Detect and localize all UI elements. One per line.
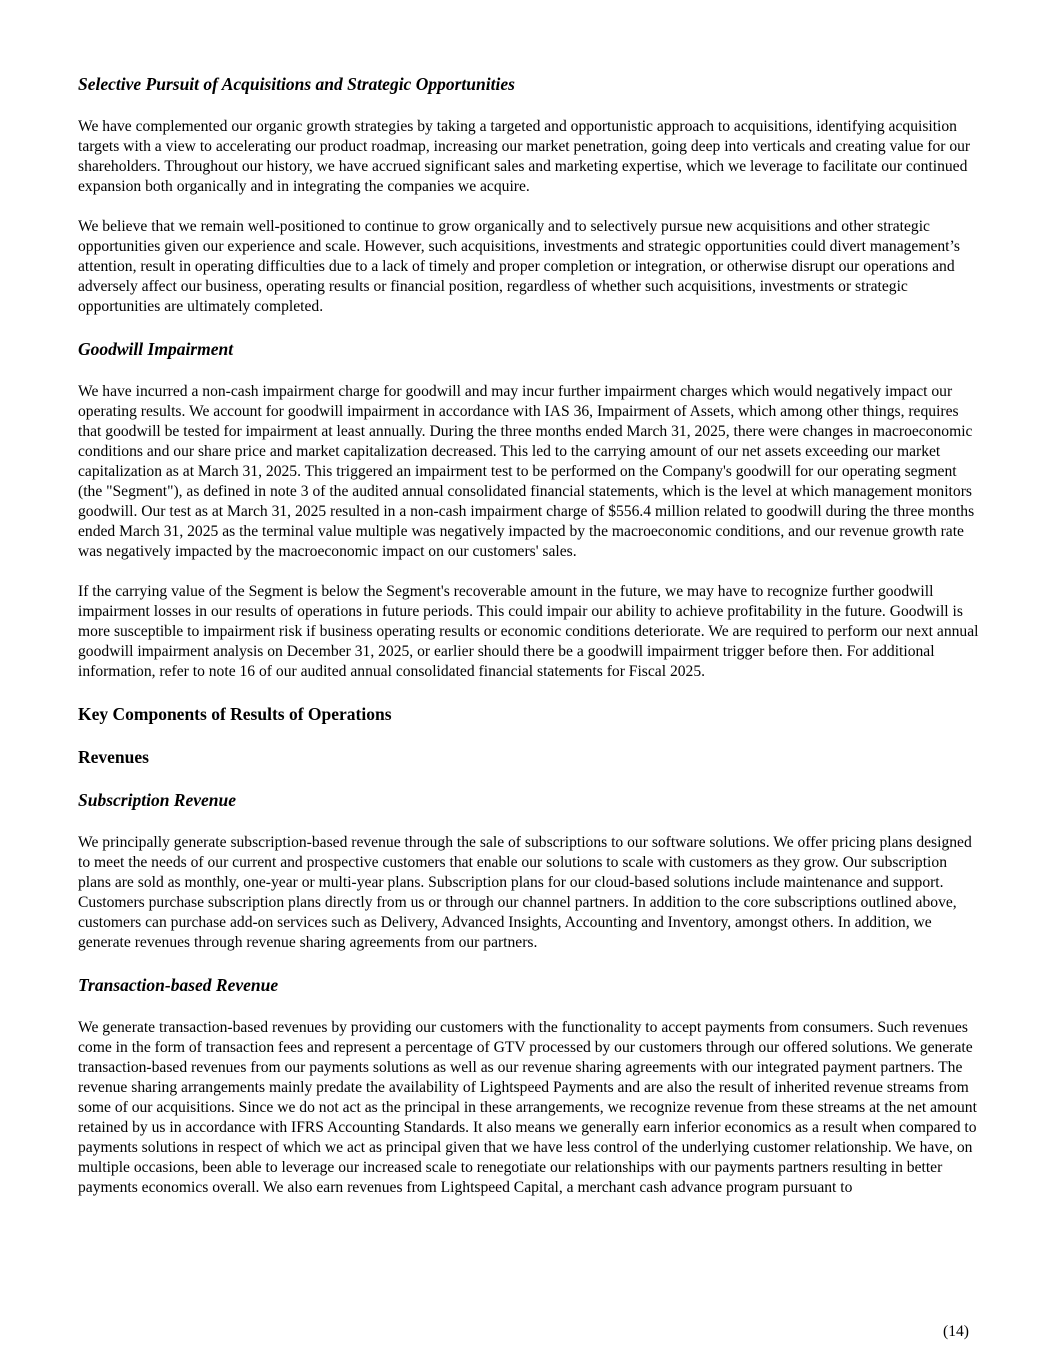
subscription-revenue-heading: Subscription Revenue [78, 790, 237, 810]
paragraph-transaction: We generate transaction-based revenues by providing our customers with the functionality to accept payments from consumers. Such revenues come in the form of transaction fees and represent a percentage of GTV processed by our customers through our offered solutions. We generate transaction-based revenues from our payments solutions as well as our revenue sharing agreements with our integrated payment partners. The revenue sharing arrangements mainly predate the availability of Lightspeed Payments and are also the result of inherited revenue streams from some of our acquisitions. Since we do not act as the principal in these arrangements, we recognize revenue from these streams at the net amount retained by us in accordance with IFRS Accounting Standards. It also means we generally earn inferior economics as a result when compared to payments solutions in respect of which we act as principal given that we have less control of the underlying customer relationship. We have, on multiple occasions, been able to leverage our increased scale to renegotiate our relationships with our payments partners resulting in better payments economics overall. We also earn revenues from Lightspeed Capital, a merchant cash advance program pursuant to [78, 1019, 977, 1196]
page-number: (14) [943, 1323, 969, 1340]
revenues-heading: Revenues [78, 747, 149, 767]
transaction-revenue-heading: Transaction-based Revenue [78, 975, 279, 995]
paragraph-acquisitions-1: We have complemented our organic growth strategies by taking a targeted and opportunistic approach to acquisitions, identifying acquisition targets with a view to accelerating our product roadmap, increasing our market penetration, going deep into verticals and creating value for our shareholders. Throughout our history, we have accrued significant sales and marketing expertise, which we leverage to facilitate our continued expansion both organically and in integrating the companies we acquire. [78, 118, 971, 195]
paragraph-acquisitions-2: We believe that we remain well-positioned to continue to grow organically and to selectively pursue new acquisitions and other strategic opportunities given our experience and scale. However, such acquisitions, investments and strategic opportunities could divert management’s attention, result in operating difficulties due to a lack of timely and proper completion or integration, or otherwise disrupt our operations and adversely affect our business, operating results or financial position, regardless of whether such acquisitions, investments or strategic opportunities are ultimately completed. [78, 218, 960, 315]
paragraph-goodwill-2: If the carrying value of the Segment is below the Segment's recoverable amount in the future, we may have to recognize further goodwill impairment losses in our results of operations in future periods. This could impair our ability to achieve profitability in the future. Goodwill is more susceptible to impairment risk if business operating results or economic conditions deteriorate. We are required to perform our next annual goodwill impairment analysis on December 31, 2025, or earlier should there be a goodwill impairment trigger before then. For additional information, refer to note 16 of our audited annual consolidated financial statements for Fiscal 2025. [78, 583, 979, 680]
paragraph-goodwill-1: We have incurred a non-cash impairment charge for goodwill and may incur further impairment charges which would negatively impact our operating results. We account for goodwill impairment in accordance with IAS 36, Impairment of Assets, which among other things, requires that goodwill be tested for impairment at least annually. During the three months ended March 31, 2025, there were changes in macroeconomic conditions and our share price and market capitalization decreased. This led to the carrying amount of our net assets exceeding our market capitalization as at March 31, 2025. This triggered an impairment test to be performed on the Company's goodwill for our operating segment (the "Segment"), as defined in note 3 of the audited annual consolidated financial statements, which is the level at which management monitors goodwill. Our test as at March 31, 2025 resulted in a non-cash impairment charge of $556.4 million related to goodwill during the three months ended March 31, 2025 as the terminal value multiple was negatively impacted by the macroeconomic conditions, and our revenue growth rate was negatively impacted by the macroeconomic impact on our customers' sales. [78, 383, 975, 560]
paragraph-subscription: We principally generate subscription-based revenue through the sale of subscriptions to our software solutions. We offer pricing plans designed to meet the needs of our current and prospective customers that enable our solutions to scale with customers as they grow. Our subscription plans are sold as monthly, one-year or multi-year plans. Subscription plans for our cloud-based solutions include maintenance and support. Customers purchase subscription plans directly from us or through our channel partners. In addition to the core subscriptions outlined above, customers can purchase add-on services such as Delivery, Advanced Insights, Accounting and Inventory, amongst others. In addition, we generate revenues through revenue sharing agreements from our partners. [78, 834, 972, 951]
key-components-heading: Key Components of Results of Operations [78, 704, 392, 724]
document-page [78, 73, 980, 1198]
section-heading-acquisitions: Selective Pursuit of Acquisitions and Strategic Opportunities [78, 74, 515, 94]
section-heading-goodwill: Goodwill Impairment [78, 339, 234, 359]
